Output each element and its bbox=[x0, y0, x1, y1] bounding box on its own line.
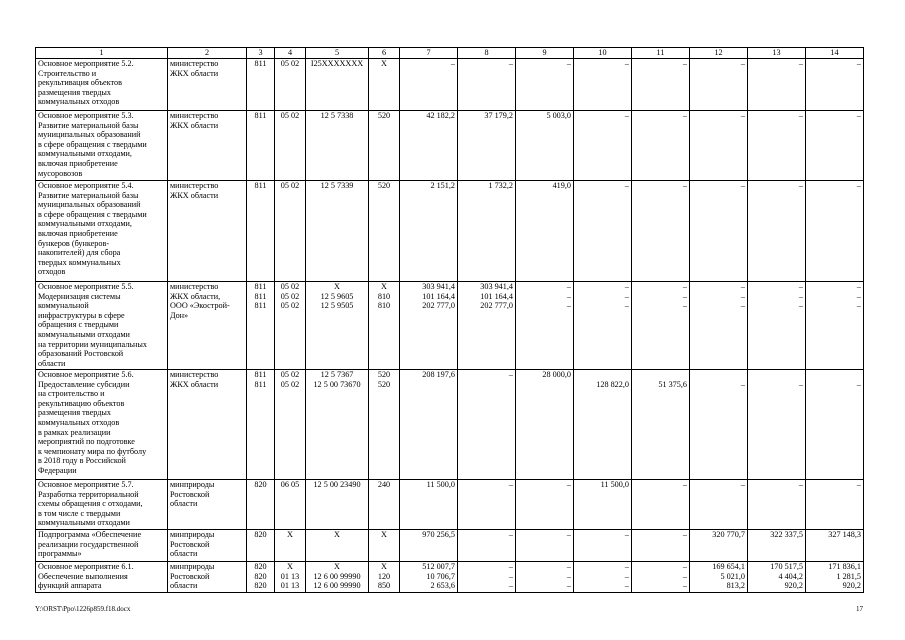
grbs-code: 811 bbox=[254, 282, 267, 291]
amount-total: 11 500,0 bbox=[426, 480, 455, 489]
executor: минприроды Ростовской области bbox=[168, 530, 247, 562]
expense-type-code-cell bbox=[369, 480, 400, 530]
grbs-code: 811 bbox=[254, 59, 267, 68]
table-row bbox=[36, 282, 864, 370]
amount-col-14-cell bbox=[806, 562, 864, 593]
budget-table bbox=[35, 47, 864, 593]
table-row bbox=[36, 530, 864, 562]
amount-col-13: – bbox=[798, 111, 803, 120]
amount-col-14: – bbox=[856, 181, 861, 190]
page-number: 17 bbox=[856, 605, 863, 613]
expense-type-code: X bbox=[381, 530, 387, 539]
amount-col-11: – bbox=[682, 581, 687, 591]
amount-col-8: 37 179,2 bbox=[484, 111, 513, 120]
amount-col-10: 128 822,0 bbox=[596, 379, 629, 389]
amount-col-8-cell bbox=[458, 370, 516, 480]
measure-name: Основное мероприятие 5.6. Предоставление субсидии на строительство и рекультивацию объектов размещения твердых коммунальных отходов в рамках реализации мероприятий по подготовке к чемпионату мира по футболу в 2018 году в Российской Федерации bbox=[36, 370, 168, 480]
executor: министерство ЖКХ области bbox=[168, 59, 247, 111]
measure-name: Основное мероприятие 6.1. Обеспечение выполнения функций аппарата bbox=[36, 562, 168, 593]
amount-col-9: – bbox=[566, 59, 571, 68]
amount-col-14: – bbox=[856, 282, 861, 291]
expense-type-code-cell bbox=[369, 59, 400, 111]
table-row bbox=[36, 111, 864, 181]
grbs-code-cell bbox=[247, 562, 275, 593]
amount-col-12: – bbox=[740, 111, 745, 120]
section-code: 06 05 bbox=[280, 480, 300, 489]
amount-col-8: – bbox=[508, 581, 513, 591]
amount-col-11-cell bbox=[632, 480, 690, 530]
grbs-code-cell bbox=[247, 59, 275, 111]
expense-type-code: 810 bbox=[377, 301, 391, 311]
amount-col-9-cell bbox=[516, 111, 574, 181]
amount-total: 303 941,4 bbox=[422, 282, 455, 291]
amount-col-9 bbox=[518, 380, 571, 390]
grbs-code: 811 bbox=[254, 370, 267, 379]
grbs-code: 820 bbox=[254, 571, 267, 581]
amount-total: 202 777,0 bbox=[422, 301, 455, 311]
amount-col-14: – bbox=[856, 111, 861, 120]
section-code: 05 02 bbox=[280, 282, 300, 291]
expense-type-code: 520 bbox=[377, 181, 391, 190]
amount-col-9: 419,0 bbox=[552, 181, 571, 190]
amount-col-10: – bbox=[624, 581, 629, 591]
amount-col-9: 5 003,0 bbox=[546, 111, 571, 120]
target-article-code-cell bbox=[306, 282, 369, 370]
amount-col-10 bbox=[576, 370, 629, 380]
amount-col-11-cell bbox=[632, 59, 690, 111]
column-number: 9 bbox=[516, 48, 574, 59]
amount-col-10: – bbox=[624, 291, 629, 301]
amount-col-14: 1 281,5 bbox=[836, 571, 861, 581]
target-article-code: 12 6 00 99990 bbox=[313, 581, 361, 591]
amount-col-12: – bbox=[740, 291, 745, 301]
section-code: 01 13 bbox=[280, 571, 300, 581]
amount-col-10: – bbox=[624, 111, 629, 120]
executor: министерство ЖКХ области bbox=[168, 111, 247, 181]
amount-col-14-cell bbox=[806, 282, 864, 370]
amount-col-12: 813,2 bbox=[726, 581, 745, 591]
grbs-code: 811 bbox=[254, 291, 267, 301]
table-row bbox=[36, 562, 864, 593]
amount-col-11: – bbox=[682, 301, 687, 311]
target-article-code: 12 6 00 99990 bbox=[313, 571, 361, 581]
amount-col-8: 303 941,4 bbox=[480, 282, 513, 291]
grbs-code-cell bbox=[247, 282, 275, 370]
measure-name: Основное мероприятие 5.5. Модернизация системы коммунальной инфраструктуры в сфере обращения с твердыми коммунальными отходами на территории муниципальных образований Ростовской области bbox=[36, 282, 168, 370]
grbs-code: 820 bbox=[254, 581, 267, 591]
amount-col-12-cell bbox=[690, 111, 748, 181]
column-number: 3 bbox=[247, 48, 275, 59]
amount-col-14-cell bbox=[806, 370, 864, 480]
column-number: 4 bbox=[275, 48, 306, 59]
amount-col-12-cell bbox=[690, 530, 748, 562]
amount-col-13 bbox=[750, 370, 803, 380]
target-article-code: 12 5 00 23490 bbox=[313, 480, 361, 489]
expense-type-code: 520 bbox=[377, 370, 391, 379]
amount-col-14 bbox=[808, 370, 861, 380]
document-page bbox=[35, 47, 863, 593]
amount-col-13-cell bbox=[748, 370, 806, 480]
column-number: 8 bbox=[458, 48, 516, 59]
amount-col-14: – bbox=[856, 379, 861, 389]
expense-type-code: 120 bbox=[377, 571, 391, 581]
column-number: 6 bbox=[369, 48, 400, 59]
amount-col-12: – bbox=[740, 282, 745, 291]
grbs-code: 811 bbox=[254, 181, 267, 190]
measure-name: Основное мероприятие 5.4. Развитие материальной базы муниципальных образований в сфере обращения с твердыми коммунальными отходами, включая приобретение бункеров (бункеров- накопителей) для сбора твердых коммунальных отходов bbox=[36, 181, 168, 282]
amount-col-9-cell bbox=[516, 181, 574, 282]
amount-col-14: 327 148,3 bbox=[828, 530, 861, 539]
amount-col-13: – bbox=[798, 480, 803, 489]
amount-col-12: – bbox=[740, 480, 745, 489]
amount-total: 2 653,6 bbox=[430, 581, 455, 591]
amount-col-12: – bbox=[740, 301, 745, 311]
amount-col-11: – bbox=[682, 530, 687, 539]
amount-col-10-cell bbox=[574, 480, 632, 530]
measure-name: Основное мероприятие 5.2. Строительство и рекультивация объектов размещения твердых коммунальных отходов bbox=[36, 59, 168, 111]
amount-col-12-cell bbox=[690, 181, 748, 282]
grbs-code: 811 bbox=[254, 379, 267, 389]
expense-type-code: X bbox=[381, 562, 387, 571]
file-path: Y:\ORST\Ppo\1226p859.f18.docx bbox=[35, 605, 131, 613]
amount-col-14: 171 836,1 bbox=[828, 562, 861, 571]
amount-col-10-cell bbox=[574, 111, 632, 181]
amount-col-14: – bbox=[856, 291, 861, 301]
expense-type-code-cell bbox=[369, 111, 400, 181]
section-code: X bbox=[287, 530, 293, 539]
amount-col-14-cell bbox=[806, 111, 864, 181]
expense-type-code: 850 bbox=[377, 581, 391, 591]
section-code-cell bbox=[275, 480, 306, 530]
amount-col-8: 1 732,2 bbox=[488, 181, 513, 190]
amount-col-14: – bbox=[856, 59, 861, 68]
target-article-code: X bbox=[334, 282, 340, 291]
amount-col-10-cell bbox=[574, 282, 632, 370]
section-code: 05 02 bbox=[280, 379, 300, 389]
amount-col-9: – bbox=[566, 530, 571, 539]
amount-total-cell bbox=[400, 282, 458, 370]
column-number: 10 bbox=[574, 48, 632, 59]
amount-col-10: – bbox=[624, 530, 629, 539]
expense-type-code-cell bbox=[369, 181, 400, 282]
amount-col-11-cell bbox=[632, 562, 690, 593]
expense-type-code: 520 bbox=[377, 111, 391, 120]
target-article-code-cell bbox=[306, 111, 369, 181]
amount-col-12-cell bbox=[690, 370, 748, 480]
amount-col-13: – bbox=[798, 379, 803, 389]
grbs-code-cell bbox=[247, 181, 275, 282]
grbs-code: 820 bbox=[254, 480, 267, 489]
amount-col-8-cell bbox=[458, 282, 516, 370]
amount-col-13: 170 517,5 bbox=[770, 562, 803, 571]
column-number: 1 bbox=[36, 48, 168, 59]
section-code: 05 02 bbox=[280, 291, 300, 301]
amount-col-11: – bbox=[682, 291, 687, 301]
section-code-cell bbox=[275, 530, 306, 562]
amount-total: – bbox=[450, 59, 455, 68]
amount-col-12: – bbox=[740, 59, 745, 68]
column-number: 5 bbox=[306, 48, 369, 59]
amount-col-13: – bbox=[798, 282, 803, 291]
amount-col-11: – bbox=[682, 181, 687, 190]
amount-col-9: – bbox=[566, 581, 571, 591]
amount-col-8-cell bbox=[458, 530, 516, 562]
amount-col-13-cell bbox=[748, 282, 806, 370]
expense-type-code: 520 bbox=[377, 379, 391, 389]
amount-col-10-cell bbox=[574, 181, 632, 282]
amount-col-8: 101 164,4 bbox=[480, 291, 513, 301]
amount-col-9: 28 000,0 bbox=[542, 370, 571, 379]
target-article-code-cell bbox=[306, 480, 369, 530]
amount-col-8: – bbox=[508, 480, 513, 489]
amount-col-12-cell bbox=[690, 480, 748, 530]
amount-total-cell bbox=[400, 370, 458, 480]
amount-col-12 bbox=[692, 370, 745, 380]
amount-col-11: – bbox=[682, 111, 687, 120]
target-article-code-cell bbox=[306, 370, 369, 480]
section-code: 05 02 bbox=[280, 181, 300, 190]
amount-col-12: – bbox=[740, 181, 745, 190]
amount-col-13-cell bbox=[748, 530, 806, 562]
amount-col-11: – bbox=[682, 282, 687, 291]
amount-col-9: – bbox=[566, 282, 571, 291]
amount-col-11-cell bbox=[632, 181, 690, 282]
amount-total: 101 164,4 bbox=[422, 291, 455, 301]
amount-total: 512 007,7 bbox=[422, 562, 455, 571]
amount-col-8-cell bbox=[458, 111, 516, 181]
amount-col-8-cell bbox=[458, 562, 516, 593]
section-code: 05 02 bbox=[280, 111, 300, 120]
target-article-code-cell bbox=[306, 59, 369, 111]
grbs-code-cell bbox=[247, 480, 275, 530]
column-number: 13 bbox=[748, 48, 806, 59]
grbs-code-cell bbox=[247, 530, 275, 562]
executor: минприроды Ростовской области bbox=[168, 562, 247, 593]
amount-col-10: – bbox=[624, 301, 629, 311]
section-code-cell bbox=[275, 282, 306, 370]
target-article-code: 12 5 00 73670 bbox=[313, 379, 361, 389]
amount-col-9: – bbox=[566, 291, 571, 301]
amount-col-8: 202 777,0 bbox=[480, 301, 513, 311]
section-code: 05 02 bbox=[280, 370, 300, 379]
amount-col-13: 4 404,2 bbox=[778, 571, 803, 581]
table-row bbox=[36, 370, 864, 480]
amount-col-9: – bbox=[566, 562, 571, 571]
amount-col-8-cell bbox=[458, 181, 516, 282]
amount-total: 2 151,2 bbox=[430, 181, 455, 190]
amount-col-10: – bbox=[624, 59, 629, 68]
amount-col-10: – bbox=[624, 571, 629, 581]
target-article-code: X bbox=[334, 530, 340, 539]
expense-type-code-cell bbox=[369, 530, 400, 562]
amount-col-10: – bbox=[624, 282, 629, 291]
amount-col-9-cell bbox=[516, 530, 574, 562]
table-row bbox=[36, 59, 864, 111]
amount-col-12: 320 770,7 bbox=[712, 530, 745, 539]
expense-type-code: 810 bbox=[377, 291, 391, 301]
amount-col-10: – bbox=[624, 562, 629, 571]
amount-col-8: – bbox=[508, 562, 513, 571]
expense-type-code: X bbox=[381, 59, 387, 68]
section-code-cell bbox=[275, 181, 306, 282]
grbs-code: 811 bbox=[254, 111, 267, 120]
section-code: 05 02 bbox=[280, 59, 300, 68]
amount-col-9-cell bbox=[516, 480, 574, 530]
column-number-row bbox=[36, 48, 864, 59]
grbs-code: 820 bbox=[254, 530, 267, 539]
table-row bbox=[36, 181, 864, 282]
amount-col-8: – bbox=[508, 370, 513, 379]
column-number: 7 bbox=[400, 48, 458, 59]
grbs-code: 811 bbox=[254, 301, 267, 311]
amount-col-11: – bbox=[682, 571, 687, 581]
amount-col-8: – bbox=[508, 530, 513, 539]
amount-col-13: 920,2 bbox=[784, 581, 803, 591]
amount-col-13-cell bbox=[748, 562, 806, 593]
column-number: 11 bbox=[632, 48, 690, 59]
amount-col-13: – bbox=[798, 59, 803, 68]
amount-total: 10 706,7 bbox=[426, 571, 455, 581]
target-article-code-cell bbox=[306, 562, 369, 593]
column-number: 2 bbox=[168, 48, 247, 59]
amount-col-13: – bbox=[798, 291, 803, 301]
amount-col-13-cell bbox=[748, 181, 806, 282]
amount-total: 970 256,5 bbox=[422, 530, 455, 539]
target-article-code: X bbox=[334, 562, 340, 571]
expense-type-code: X bbox=[381, 282, 387, 291]
amount-col-11-cell bbox=[632, 282, 690, 370]
amount-col-11: – bbox=[682, 562, 687, 571]
amount-total: 208 197,6 bbox=[422, 370, 455, 379]
amount-col-13: – bbox=[798, 181, 803, 190]
grbs-code-cell bbox=[247, 111, 275, 181]
expense-type-code-cell bbox=[369, 370, 400, 480]
amount-col-8-cell bbox=[458, 59, 516, 111]
amount-col-11-cell bbox=[632, 111, 690, 181]
amount-col-9-cell bbox=[516, 59, 574, 111]
target-article-code: 12 5 7339 bbox=[320, 181, 354, 190]
amount-col-14: – bbox=[856, 480, 861, 489]
section-code-cell bbox=[275, 562, 306, 593]
section-code: 05 02 bbox=[280, 301, 300, 311]
expense-type-code: 240 bbox=[377, 480, 391, 489]
grbs-code: 820 bbox=[254, 562, 267, 571]
target-article-code: 12 5 7367 bbox=[320, 370, 354, 379]
section-code: 01 13 bbox=[280, 581, 300, 591]
target-article-code: 12 5 9605 bbox=[320, 291, 354, 301]
amount-col-9: – bbox=[566, 301, 571, 311]
measure-name: Основное мероприятие 5.3. Развитие материальной базы муниципальных образований в сфере обращения с твердыми коммунальными отходами, включая приобретение мусоровозов bbox=[36, 111, 168, 181]
amount-col-9-cell bbox=[516, 562, 574, 593]
amount-col-12-cell bbox=[690, 59, 748, 111]
amount-col-9: – bbox=[566, 571, 571, 581]
amount-total bbox=[402, 380, 455, 390]
section-code-cell bbox=[275, 370, 306, 480]
measure-name: Основное мероприятие 5.7. Разработка территориальной схемы обращения с отходами, в том числе с твердыми коммунальными отходами bbox=[36, 480, 168, 530]
amount-total-cell bbox=[400, 111, 458, 181]
amount-col-14-cell bbox=[806, 181, 864, 282]
amount-col-12-cell bbox=[690, 282, 748, 370]
amount-col-12: 5 021,0 bbox=[720, 571, 745, 581]
expense-type-code-cell bbox=[369, 282, 400, 370]
table-row bbox=[36, 480, 864, 530]
amount-total-cell bbox=[400, 181, 458, 282]
amount-col-12-cell bbox=[690, 562, 748, 593]
amount-col-10: 11 500,0 bbox=[600, 480, 629, 489]
amount-col-13-cell bbox=[748, 59, 806, 111]
amount-total-cell bbox=[400, 480, 458, 530]
amount-total: 42 182,2 bbox=[426, 111, 455, 120]
target-article-code: 12 5 9505 bbox=[320, 301, 354, 311]
amount-col-11: – bbox=[682, 59, 687, 68]
amount-col-9-cell bbox=[516, 370, 574, 480]
grbs-code-cell bbox=[247, 370, 275, 480]
amount-col-14: – bbox=[856, 301, 861, 311]
amount-col-10-cell bbox=[574, 530, 632, 562]
executor: министерство ЖКХ области bbox=[168, 370, 247, 480]
amount-col-14-cell bbox=[806, 59, 864, 111]
amount-col-13-cell bbox=[748, 480, 806, 530]
amount-col-8 bbox=[460, 380, 513, 390]
executor: минприроды Ростовской области bbox=[168, 480, 247, 530]
target-article-code: I25XXXXXXX bbox=[310, 59, 364, 68]
amount-col-9: – bbox=[566, 480, 571, 489]
amount-col-11-cell bbox=[632, 370, 690, 480]
amount-col-12: 169 654,1 bbox=[712, 562, 745, 571]
section-code: X bbox=[287, 562, 293, 571]
executor: министерство ЖКХ области bbox=[168, 181, 247, 282]
amount-col-8: – bbox=[508, 59, 513, 68]
target-article-code: 12 5 7338 bbox=[320, 111, 354, 120]
target-article-code-cell bbox=[306, 181, 369, 282]
amount-col-8-cell bbox=[458, 480, 516, 530]
amount-col-14-cell bbox=[806, 530, 864, 562]
target-article-code-cell bbox=[306, 530, 369, 562]
amount-col-11-cell bbox=[632, 530, 690, 562]
section-code-cell bbox=[275, 59, 306, 111]
amount-col-10-cell bbox=[574, 562, 632, 593]
executor: министерство ЖКХ области, ООО «Экострой- Дон» bbox=[168, 282, 247, 370]
amount-col-14-cell bbox=[806, 480, 864, 530]
amount-col-8: – bbox=[508, 571, 513, 581]
amount-col-13: – bbox=[798, 301, 803, 311]
amount-col-14: 920,2 bbox=[842, 581, 861, 591]
section-code-cell bbox=[275, 111, 306, 181]
amount-total-cell bbox=[400, 562, 458, 593]
column-number: 12 bbox=[690, 48, 748, 59]
measure-name: Подпрограмма «Обеспечение реализации государственной программы» bbox=[36, 530, 168, 562]
amount-col-13-cell bbox=[748, 111, 806, 181]
amount-col-11: – bbox=[682, 480, 687, 489]
amount-col-11 bbox=[634, 370, 687, 380]
amount-total-cell bbox=[400, 530, 458, 562]
amount-col-10-cell bbox=[574, 59, 632, 111]
amount-col-9-cell bbox=[516, 282, 574, 370]
amount-total-cell bbox=[400, 59, 458, 111]
amount-col-10: – bbox=[624, 181, 629, 190]
amount-col-11: 51 375,6 bbox=[658, 379, 687, 389]
amount-col-12: – bbox=[740, 379, 745, 389]
amount-col-13: 322 337,5 bbox=[770, 530, 803, 539]
column-number: 14 bbox=[806, 48, 864, 59]
amount-col-10-cell bbox=[574, 370, 632, 480]
expense-type-code-cell bbox=[369, 562, 400, 593]
